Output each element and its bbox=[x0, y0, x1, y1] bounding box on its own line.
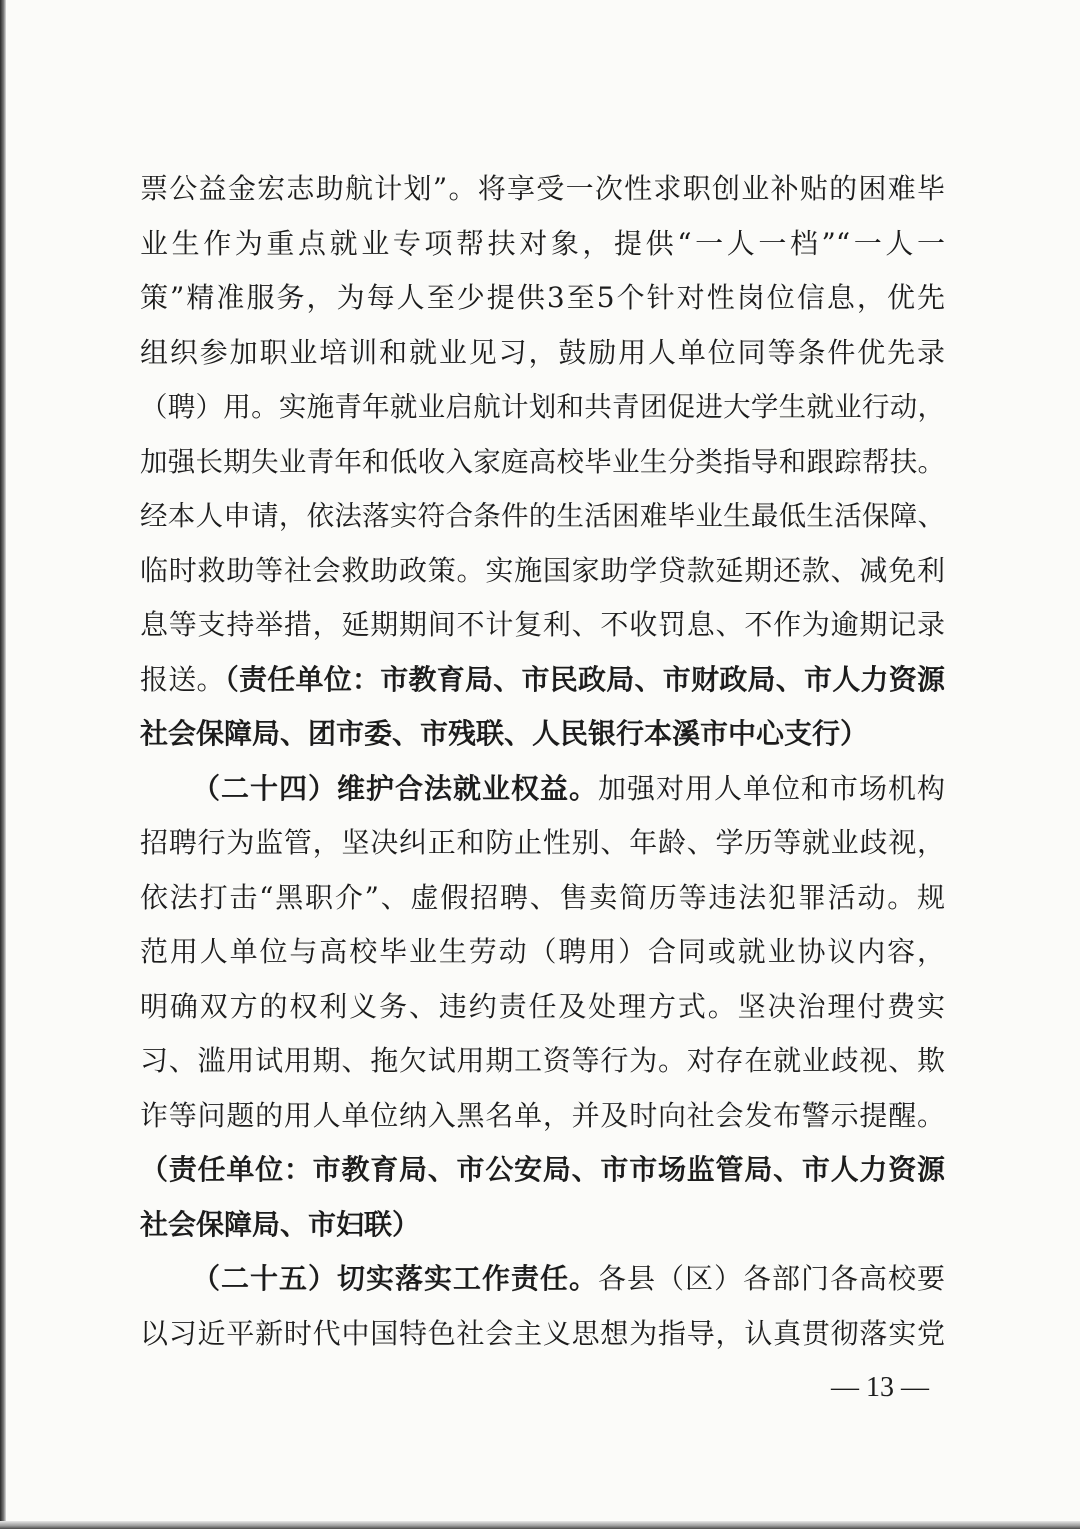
section-heading: （二十四）维护合法就业权益。 bbox=[192, 771, 598, 805]
text-line: 临时救助等社会救助政策。实施国家助学贷款延期还款、减免利 bbox=[140, 553, 945, 587]
text-line: 票公益金宏志助航计划”。将享受一次性求职创业补贴的困难毕 bbox=[140, 172, 945, 205]
section-heading-line bbox=[140, 1252, 945, 1307]
section-heading-line bbox=[140, 762, 945, 817]
text-line: 组织参加职业培训和就业见习，鼓励用人单位同等条件优先录 bbox=[140, 335, 945, 369]
text-line: 习、滥用试用期、拖欠试用期工资等行为。对存在就业歧视、欺 bbox=[140, 1044, 945, 1077]
text-line: 招聘行为监管，坚决纠正和防止性别、年龄、学历等就业歧视， bbox=[140, 826, 945, 859]
text-segment: 报送。 bbox=[140, 662, 225, 696]
scan-left-edge bbox=[0, 0, 6, 1529]
text-line: 明确双方的权利义务、违约责任及处理方式。坚决治理付费实 bbox=[140, 989, 945, 1023]
text-line: 依法打击“黑职介”、虚假招聘、售卖简历等违法犯罪活动。规 bbox=[140, 880, 945, 914]
text-line bbox=[140, 653, 945, 708]
text-line: 息等支持举措，延期期间不计复利、不收罚息、不作为逾期记录 bbox=[140, 608, 945, 641]
text-line: 以习近平新时代中国特色社会主义思想为指导，认真贯彻落实党 bbox=[140, 1316, 945, 1350]
responsibility-note: 社会保障局、团市委、市残联、人民银行本溪市中心支行） bbox=[140, 717, 869, 750]
section-heading: （二十五）切实落实工作责任。 bbox=[192, 1262, 598, 1295]
responsibility-note: （责任单位：市教育局、市公安局、市市场监管局、市人力资源 bbox=[140, 1153, 945, 1186]
responsibility-note: （责任单位：市教育局、市民政局、市财政局、市人力资源 bbox=[224, 662, 945, 696]
text-segment: 加强对用人单位和市场机构 bbox=[597, 771, 945, 805]
text-segment: 各县（区）各部门各高校要 bbox=[597, 1262, 945, 1295]
text-line: 经本人申请，依法落实符合条件的生活困难毕业生最低生活保障、 bbox=[140, 500, 945, 532]
text-line: 加强长期失业青年和低收入家庭高校毕业生分类指导和跟踪帮扶。 bbox=[140, 445, 945, 478]
scan-bottom-edge bbox=[0, 1521, 1080, 1529]
text-line: 诈等问题的用人单位纳入黑名单，并及时向社会发布警示提醒。 bbox=[140, 1098, 945, 1132]
text-line: （聘）用。实施青年就业启航计划和共青团促进大学生就业行动， bbox=[140, 391, 945, 423]
text-line: 策”精准服务，为每人至少提供3至5个针对性岗位信息，优先 bbox=[140, 281, 945, 314]
text-line: 范用人单位与高校毕业生劳动（聘用）合同或就业协议内容， bbox=[140, 935, 945, 968]
text-line: 业生作为重点就业专项帮扶对象，提供“一人一档”“一人一 bbox=[140, 226, 945, 260]
page-number: — 13 — bbox=[831, 1372, 929, 1403]
body-text bbox=[140, 162, 945, 1361]
responsibility-note: 社会保障局、市妇联） bbox=[140, 1207, 421, 1241]
